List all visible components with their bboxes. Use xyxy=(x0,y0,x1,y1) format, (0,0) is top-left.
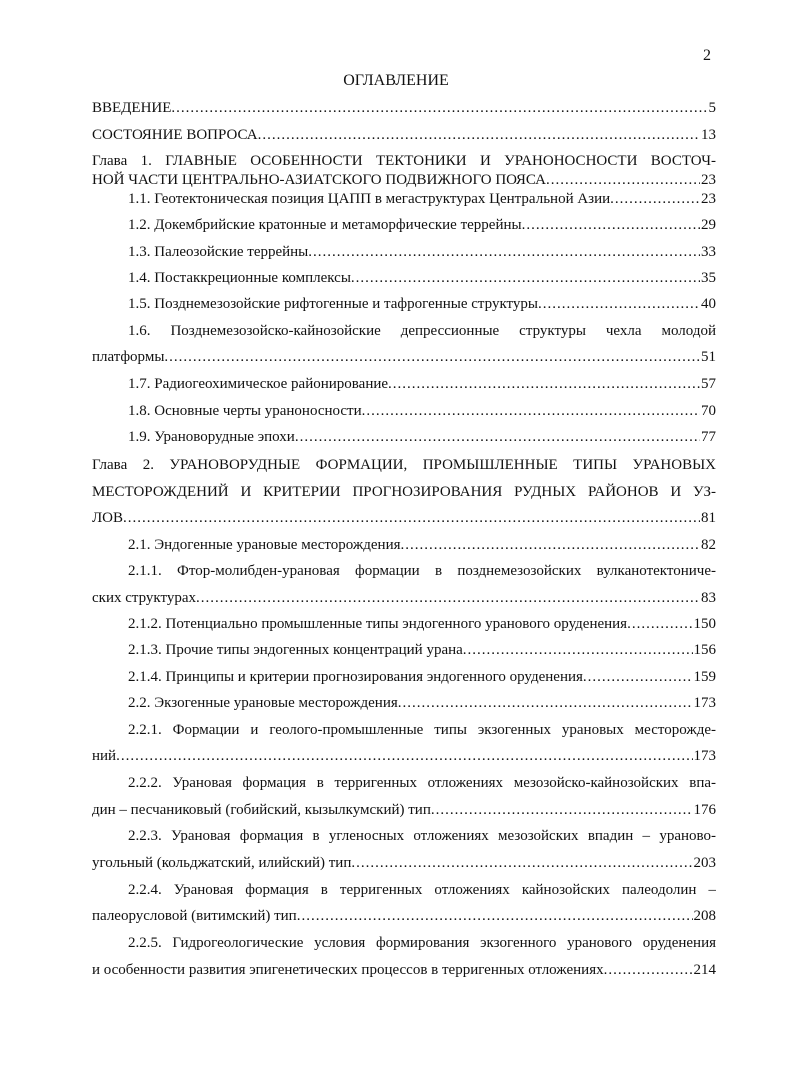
toc-line[interactable] xyxy=(128,640,716,660)
toc-line[interactable] xyxy=(128,294,716,314)
toc-page-number: 23 xyxy=(701,172,716,188)
toc-line[interactable] xyxy=(128,427,716,447)
toc-entry-text: 2.1.2. Потенциально промышленные типы эндогенного уранового оруденения xyxy=(128,616,628,632)
toc-line[interactable] xyxy=(128,693,716,713)
toc-entry-text: 1.6. Позднемезозойско-кайнозойские депрессионные структуры чехла молодой xyxy=(128,323,716,339)
toc-entry-text: 1.8. Основные черты ураноносности xyxy=(128,403,362,419)
dot-leader xyxy=(431,800,693,820)
toc-entry-text: Глава 2. УРАНОВОРУДНЫЕ ФОРМАЦИИ, ПРОМЫШЛЕННЫЕ ТИПЫ УРАНОВЫХ xyxy=(92,457,716,473)
dot-leader xyxy=(351,853,692,873)
toc-page-number: 173 xyxy=(693,695,716,711)
toc-page-number: 176 xyxy=(693,802,716,818)
toc-title: ОГЛАВЛЕНИЕ xyxy=(343,72,449,89)
toc-page-number: 29 xyxy=(701,217,716,233)
toc-entry-text: 1.7. Радиогеохимическое районирование xyxy=(128,376,389,392)
dot-leader xyxy=(308,242,700,262)
toc-line[interactable] xyxy=(128,880,716,900)
toc-entry-text: 2.1.4. Принципы и критерии прогнозирования эндогенного оруденения xyxy=(128,669,583,685)
toc-entry-text: платформы xyxy=(92,349,165,365)
dot-leader xyxy=(362,401,700,421)
toc-entry-text: и особенности развития эпигенетических процессов в терригенных отложениях xyxy=(92,962,604,978)
dot-leader xyxy=(164,347,700,367)
toc-line[interactable] xyxy=(128,720,716,740)
toc-line[interactable] xyxy=(92,853,716,873)
toc-page-number: 70 xyxy=(701,403,716,419)
toc-page-number: 51 xyxy=(701,349,716,365)
dot-leader xyxy=(522,215,700,235)
toc-entry-text: 2.1. Эндогенные урановые месторождения xyxy=(128,537,401,553)
dot-leader xyxy=(627,614,692,634)
toc-line[interactable] xyxy=(128,242,716,262)
toc-entry-text: ний xyxy=(92,748,117,764)
toc-line[interactable] xyxy=(92,508,716,528)
toc-line[interactable] xyxy=(128,374,716,394)
toc-line[interactable] xyxy=(92,455,716,475)
toc-line[interactable] xyxy=(128,667,716,687)
dot-leader xyxy=(297,906,693,926)
toc-page-number: 5 xyxy=(708,100,716,116)
toc-line[interactable] xyxy=(92,906,716,926)
toc-entry-text: МЕСТОРОЖДЕНИЙ И КРИТЕРИИ ПРОГНОЗИРОВАНИЯ РУДНЫХ РАЙОНОВ И УЗ- xyxy=(92,484,716,500)
toc-entry-text: 1.1. Геотектоническая позиция ЦАПП в мегаструктурах Центральной Азии xyxy=(128,191,611,207)
toc-page-number: 173 xyxy=(693,748,716,764)
toc-line[interactable] xyxy=(128,933,716,953)
toc-entry-text: ВВЕДЕНИЕ xyxy=(92,100,172,116)
toc-line[interactable] xyxy=(128,401,716,421)
toc-line[interactable] xyxy=(128,773,716,793)
toc-line[interactable] xyxy=(128,535,716,555)
toc-line[interactable] xyxy=(128,215,716,235)
toc-page-number: 35 xyxy=(701,270,716,286)
toc-line[interactable] xyxy=(92,800,716,820)
toc-entry-text: 2.2. Экзогенные урановые месторождения xyxy=(128,695,398,711)
dot-leader xyxy=(295,427,700,447)
toc-page-number: 83 xyxy=(701,590,716,606)
toc-entry-text: 1.9. Урановорудные эпохи xyxy=(128,429,295,445)
page-number: 2 xyxy=(703,47,711,64)
dot-leader xyxy=(463,640,693,660)
toc-entry-text: 1.3. Палеозойские террейны xyxy=(128,244,309,260)
toc-page-number: 208 xyxy=(693,908,716,924)
dot-leader xyxy=(546,170,700,190)
toc-page-number: 214 xyxy=(693,962,716,978)
toc-line[interactable] xyxy=(92,347,716,367)
toc-line[interactable] xyxy=(92,98,716,118)
toc-entry-text: ЛОВ xyxy=(92,510,124,526)
toc-line[interactable] xyxy=(128,614,716,634)
toc-entry-text: 2.2.2. Урановая формация в терригенных отложениях мезозойско-кайнозойских впа- xyxy=(128,775,716,791)
toc-page-number: 57 xyxy=(701,376,716,392)
toc-entry-text: 2.2.5. Гидрогеологические условия формирования экзогенного уранового оруденения xyxy=(128,935,716,951)
toc-entry-text: палеорусловой (витимский) тип xyxy=(92,908,297,924)
toc-page-number: 40 xyxy=(701,296,716,312)
dot-leader xyxy=(351,268,700,288)
dot-leader xyxy=(116,746,692,766)
toc-entry-text: СОСТОЯНИЕ ВОПРОСА xyxy=(92,127,258,143)
dot-leader xyxy=(401,535,701,555)
toc-entry-text: НОЙ ЧАСТИ ЦЕНТРАЛЬНО-АЗИАТСКОГО ПОДВИЖНОГО ПОЯСА xyxy=(92,172,547,188)
toc-entry-text: Глава 1. ГЛАВНЫЕ ОСОБЕННОСТИ ТЕКТОНИКИ И УРАНОНОСНОСТИ ВОСТОЧ- xyxy=(92,153,716,169)
dot-leader xyxy=(171,98,707,118)
toc-page-number: 81 xyxy=(701,510,716,526)
dot-leader xyxy=(196,588,700,608)
toc-line[interactable] xyxy=(92,960,716,980)
toc-line[interactable] xyxy=(128,189,716,209)
toc-page-number: 77 xyxy=(701,429,716,445)
toc-entry-text: 2.1.3. Прочие типы эндогенных концентраций урана xyxy=(128,642,463,658)
dot-leader xyxy=(258,125,700,145)
dot-leader xyxy=(610,189,700,209)
toc-page-number: 13 xyxy=(701,127,716,143)
toc-page-number: 82 xyxy=(701,537,716,553)
toc-line[interactable] xyxy=(128,561,716,581)
toc-line[interactable] xyxy=(92,482,716,502)
dot-leader xyxy=(123,508,700,528)
toc-line[interactable] xyxy=(92,746,716,766)
toc-entry-text: 1.2. Докембрийские кратонные и метаморфические террейны xyxy=(128,217,522,233)
toc-line[interactable] xyxy=(128,321,716,341)
dot-leader xyxy=(398,693,693,713)
toc-line[interactable] xyxy=(92,125,716,145)
dot-leader xyxy=(538,294,700,314)
toc-line[interactable] xyxy=(92,151,716,171)
toc-line[interactable] xyxy=(128,826,716,846)
toc-entry-text: дин – песчаниковый (гобийский, кызылкумский) тип xyxy=(92,802,431,818)
toc-page-number: 23 xyxy=(701,191,716,207)
toc-page-number: 150 xyxy=(693,616,716,632)
dot-leader xyxy=(388,374,700,394)
dot-leader xyxy=(583,667,693,687)
toc-page-number: 159 xyxy=(693,669,716,685)
toc-page-number: 33 xyxy=(701,244,716,260)
toc-page-number: 156 xyxy=(693,642,716,658)
toc-line[interactable] xyxy=(128,268,716,288)
toc-entry-text: 2.2.1. Формации и геолого-промышленные типы экзогенных урановых месторожде- xyxy=(128,722,716,738)
dot-leader xyxy=(604,960,693,980)
toc-entry-text: 2.2.3. Урановая формация в угленосных отложениях мезозойских впадин – ураново- xyxy=(128,828,716,844)
toc-entry-text: 2.1.1. Фтор-молибден-урановая формации в позднемезозойских вулканотектониче- xyxy=(128,563,716,579)
toc-entry-text: 2.2.4. Урановая формация в терригенных отложениях кайнозойских палеодолин – xyxy=(128,882,716,898)
toc-line[interactable] xyxy=(92,588,716,608)
toc-page-number: 203 xyxy=(693,855,716,871)
toc-line[interactable] xyxy=(92,170,716,190)
toc-entry-text: угольный (кольджатский, илийский) тип xyxy=(92,855,352,871)
toc-entry-text: 1.5. Позднемезозойские рифтогенные и тафрогенные структуры xyxy=(128,296,538,312)
toc-entry-text: ских структурах xyxy=(92,590,197,606)
toc-entry-text: 1.4. Постаккреционные комплексы xyxy=(128,270,351,286)
